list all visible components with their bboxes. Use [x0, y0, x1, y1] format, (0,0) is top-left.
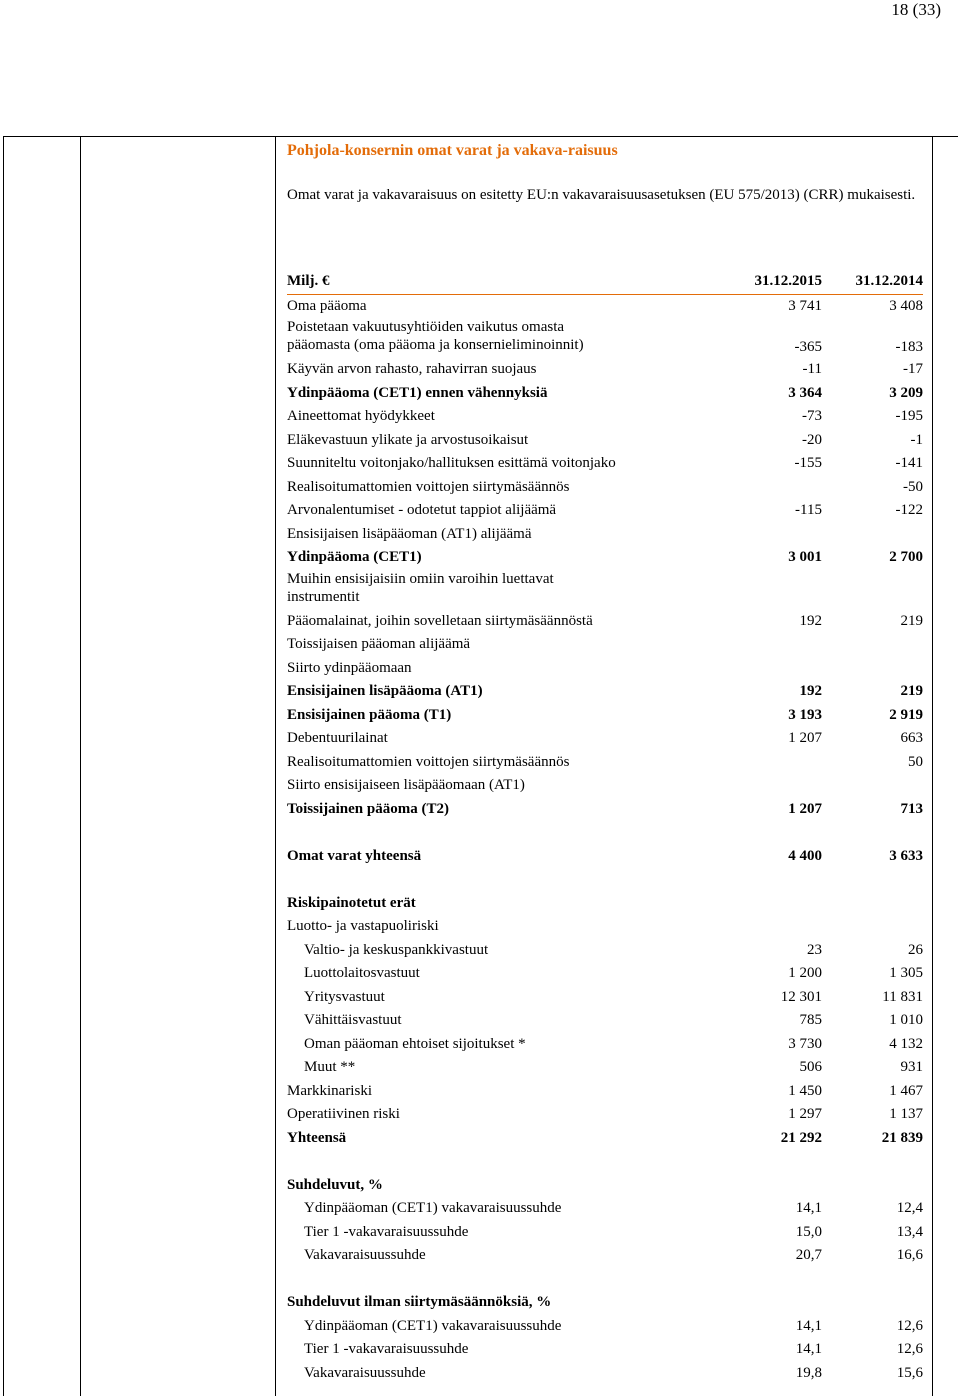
table-row [287, 680, 923, 704]
row-label: Ensisijaisen lisäpääoman (AT1) alijäämä [287, 525, 532, 542]
row-label: Suunniteltu voitonjako/hallituksen esittämä voitonjako [287, 455, 616, 471]
value-2014: 3 209 [889, 384, 923, 401]
table-row [287, 774, 923, 798]
value-2015: 192 [799, 683, 822, 699]
row-label: Aineettomat hyödykkeet [287, 408, 435, 424]
table-header [287, 270, 923, 295]
value-2015: -115 [795, 502, 822, 518]
value-2014: 1 467 [889, 1082, 923, 1099]
row-label: Realisoitumattomien voittojen siirtymäsäännös [287, 478, 570, 495]
table-row [287, 1362, 923, 1386]
row-label: Pääomalainat, joihin sovelletaan siirtymäsäännöstä [287, 612, 593, 629]
value-2014: -50 [903, 478, 923, 495]
section-heading [287, 892, 923, 916]
value-2015: -20 [802, 431, 822, 448]
row-label: Muut ** [304, 1059, 356, 1075]
value-2014: -195 [895, 408, 923, 424]
value-2014: 12,4 [896, 1200, 923, 1216]
value-2015: 14,1 [795, 1341, 822, 1357]
row-label: Toissijaisen pääoman alijäämä [287, 636, 471, 652]
value-2014: 12,6 [896, 1341, 923, 1357]
value-2014: 713 [900, 800, 923, 817]
value-2014: 663 [900, 730, 923, 746]
value-2014: 4 132 [889, 1035, 923, 1052]
row-label: Yritysvastuut [304, 988, 385, 1005]
row-label: Eläkevastuun ylikate ja arvostusoikaisut [287, 431, 529, 448]
value-2015: 3 001 [788, 549, 822, 565]
table-row [287, 1033, 923, 1057]
column-divider [80, 136, 81, 1396]
table-row [287, 798, 923, 822]
spacer [287, 868, 923, 892]
table-row [287, 1103, 923, 1127]
value-2014: 3 408 [889, 297, 923, 314]
value-2015: -11 [802, 361, 822, 377]
table-row [287, 633, 923, 657]
heading-label: Suhdeluvut, % [287, 1176, 383, 1193]
value-2014: 11 831 [882, 988, 923, 1005]
value-2015: 785 [799, 1012, 822, 1028]
table-row [287, 962, 923, 986]
value-2014: 50 [908, 753, 923, 770]
table-row [287, 405, 923, 429]
value-2014: 21 839 [881, 1129, 923, 1146]
value-2014: 1 305 [889, 965, 923, 981]
value-2015: 4 400 [788, 847, 822, 864]
table-row [287, 523, 923, 547]
row-label: Muihin ensisijaisiin omiin varoihin luettavat instrumentit [287, 570, 554, 605]
value-2014: 13,4 [896, 1223, 923, 1240]
table-row [287, 429, 923, 453]
value-2015: 1 207 [788, 730, 822, 746]
table-row [287, 1009, 923, 1033]
table-row [287, 939, 923, 963]
row-label: Vähittäisvastuut [304, 1012, 402, 1028]
value-2014: 12,6 [896, 1317, 923, 1334]
section-heading [287, 1291, 923, 1315]
value-2014: 16,6 [896, 1247, 923, 1263]
value-2015: 15,0 [795, 1223, 822, 1240]
page-number: 18 (33) [891, 0, 941, 19]
row-label: Käyvän arvon rahasto, rahavirran suojaus [287, 361, 537, 377]
row-label: Ydinpääoman (CET1) vakavaraisuussuhde [304, 1200, 562, 1216]
value-2015: 1 200 [788, 965, 822, 981]
row-label: Debentuurilainat [287, 730, 388, 746]
row-label: Toissijainen pääoma (T2) [287, 800, 449, 817]
table-row [287, 704, 923, 728]
value-2014: -122 [895, 502, 923, 518]
table-row [287, 657, 923, 681]
table-row [287, 1244, 923, 1268]
value-2015: 1 297 [788, 1106, 822, 1122]
row-label: Ydinpääoma (CET1) ennen vähennyksiä [287, 384, 548, 401]
value-2014: -17 [903, 361, 923, 377]
value-2014: -141 [895, 455, 923, 471]
value-2014: 1 137 [889, 1106, 923, 1122]
row-label: Tier 1 -vakavaraisuussuhde [304, 1223, 469, 1240]
row-label: Yhteensä [287, 1129, 347, 1146]
row-label: Poistetaan vakuutusyhtiöiden vaikutus omasta pääomasta (oma pääoma ja konsernieliminoinnit) [287, 319, 584, 353]
spacer [287, 821, 923, 845]
value-2014: 1 010 [889, 1012, 923, 1028]
table-row [287, 1221, 923, 1245]
value-2014: 26 [908, 941, 923, 958]
spacer [287, 1150, 923, 1174]
value-2014: 2 700 [889, 549, 923, 565]
value-2014: 15,6 [896, 1364, 923, 1381]
row-label: Ensisijainen lisäpääoma (AT1) [287, 683, 483, 699]
table-row [287, 727, 923, 751]
table-row [287, 499, 923, 523]
value-2015: 3 193 [788, 706, 822, 723]
value-2015: 3 364 [788, 384, 822, 401]
table-row [287, 610, 923, 634]
value-2014: 931 [900, 1059, 923, 1075]
column-divider [275, 136, 276, 1396]
heading-label: Luotto- ja vastapuoliriski [287, 918, 439, 934]
table-row [287, 1056, 923, 1080]
table-row [287, 476, 923, 500]
total-row [287, 1127, 923, 1151]
value-2015: 1 450 [788, 1082, 822, 1099]
section-heading [287, 1174, 923, 1198]
own-funds-table [287, 270, 923, 1385]
row-label: Ydinpääoman (CET1) vakavaraisuussuhde [304, 1317, 562, 1334]
row-label: Oma pääoma [287, 297, 367, 314]
row-label: Siirto ensisijaiseen lisäpääomaan (AT1) [287, 777, 525, 793]
row-label: Siirto ydinpääomaan [287, 659, 412, 676]
column-header-2014: 31.12.2014 [855, 273, 923, 289]
row-label: Luottolaitosvastuut [304, 965, 420, 981]
row-label: Valtio- ja keskuspankkivastuut [304, 941, 489, 958]
total-row [287, 845, 923, 869]
row-label: Vakavaraisuussuhde [304, 1364, 426, 1381]
value-2015: -155 [794, 455, 822, 471]
heading-label: Riskipainotetut erät [287, 894, 416, 911]
section-title: Pohjola-konsernin omat varat ja vakava-raisuus [287, 142, 618, 159]
value-2014: 219 [900, 612, 923, 629]
value-2015: 19,8 [795, 1364, 822, 1381]
table-row [287, 318, 923, 358]
row-label: Operatiivinen riski [287, 1106, 400, 1122]
table-row [287, 1080, 923, 1104]
table-row [287, 295, 923, 319]
value-2015: 23 [807, 941, 822, 958]
row-label: Vakavaraisuussuhde [304, 1247, 426, 1263]
value-2015: 21 292 [780, 1129, 822, 1146]
table-row [287, 1315, 923, 1339]
table-row [287, 1338, 923, 1362]
row-label: Oman pääoman ehtoiset sijoitukset * [304, 1035, 526, 1052]
column-header-2015: 31.12.2015 [754, 273, 822, 289]
table-row [287, 358, 923, 382]
intro-text: Omat varat ja vakavaraisuus on esitetty EU:n vakavaraisuusasetuksen (EU 575/2013) (CRR) mukaisesti. [287, 187, 916, 203]
value-2015: 12 301 [780, 988, 822, 1005]
value-2014: 2 919 [889, 706, 923, 723]
row-label: Arvonalentumiset - odotetut tappiot alijäämä [287, 502, 557, 518]
row-label: Tier 1 -vakavaraisuussuhde [304, 1341, 469, 1357]
table-row [287, 546, 923, 570]
value-2015: -73 [802, 408, 822, 424]
row-label: Ydinpääoma (CET1) [287, 549, 422, 565]
table-row [287, 452, 923, 476]
value-2014: -1 [910, 431, 923, 448]
row-label: Ensisijainen pääoma (T1) [287, 706, 452, 723]
row-label: Realisoitumattomien voittojen siirtymäsäännös [287, 753, 570, 770]
value-2015: 506 [799, 1059, 822, 1075]
value-2015: 14,1 [795, 1317, 822, 1334]
table-row [287, 570, 923, 610]
value-2015: 20,7 [795, 1247, 822, 1263]
value-2015: -365 [794, 339, 822, 355]
table-row [287, 986, 923, 1010]
row-label: Markkinariski [287, 1082, 372, 1099]
value-2015: 1 207 [788, 800, 822, 817]
unit-label: Milj. € [287, 273, 330, 289]
table-row [287, 1197, 923, 1221]
spacer [287, 1268, 923, 1292]
value-2014: 3 633 [889, 847, 923, 864]
heading-label: Suhdeluvut ilman siirtymäsäännöksiä, % [287, 1294, 552, 1310]
value-2015: 14,1 [795, 1200, 822, 1216]
value-2014: -183 [895, 339, 923, 355]
value-2014: 219 [900, 683, 923, 699]
section-heading [287, 915, 923, 939]
value-2015: 3 730 [788, 1035, 822, 1052]
row-label: Omat varat yhteensä [287, 847, 422, 864]
section-header [287, 140, 927, 206]
table-row [287, 382, 923, 406]
table-row [287, 751, 923, 775]
column-divider [932, 136, 933, 1396]
value-2015: 192 [799, 612, 822, 629]
value-2015: 3 741 [788, 297, 822, 314]
